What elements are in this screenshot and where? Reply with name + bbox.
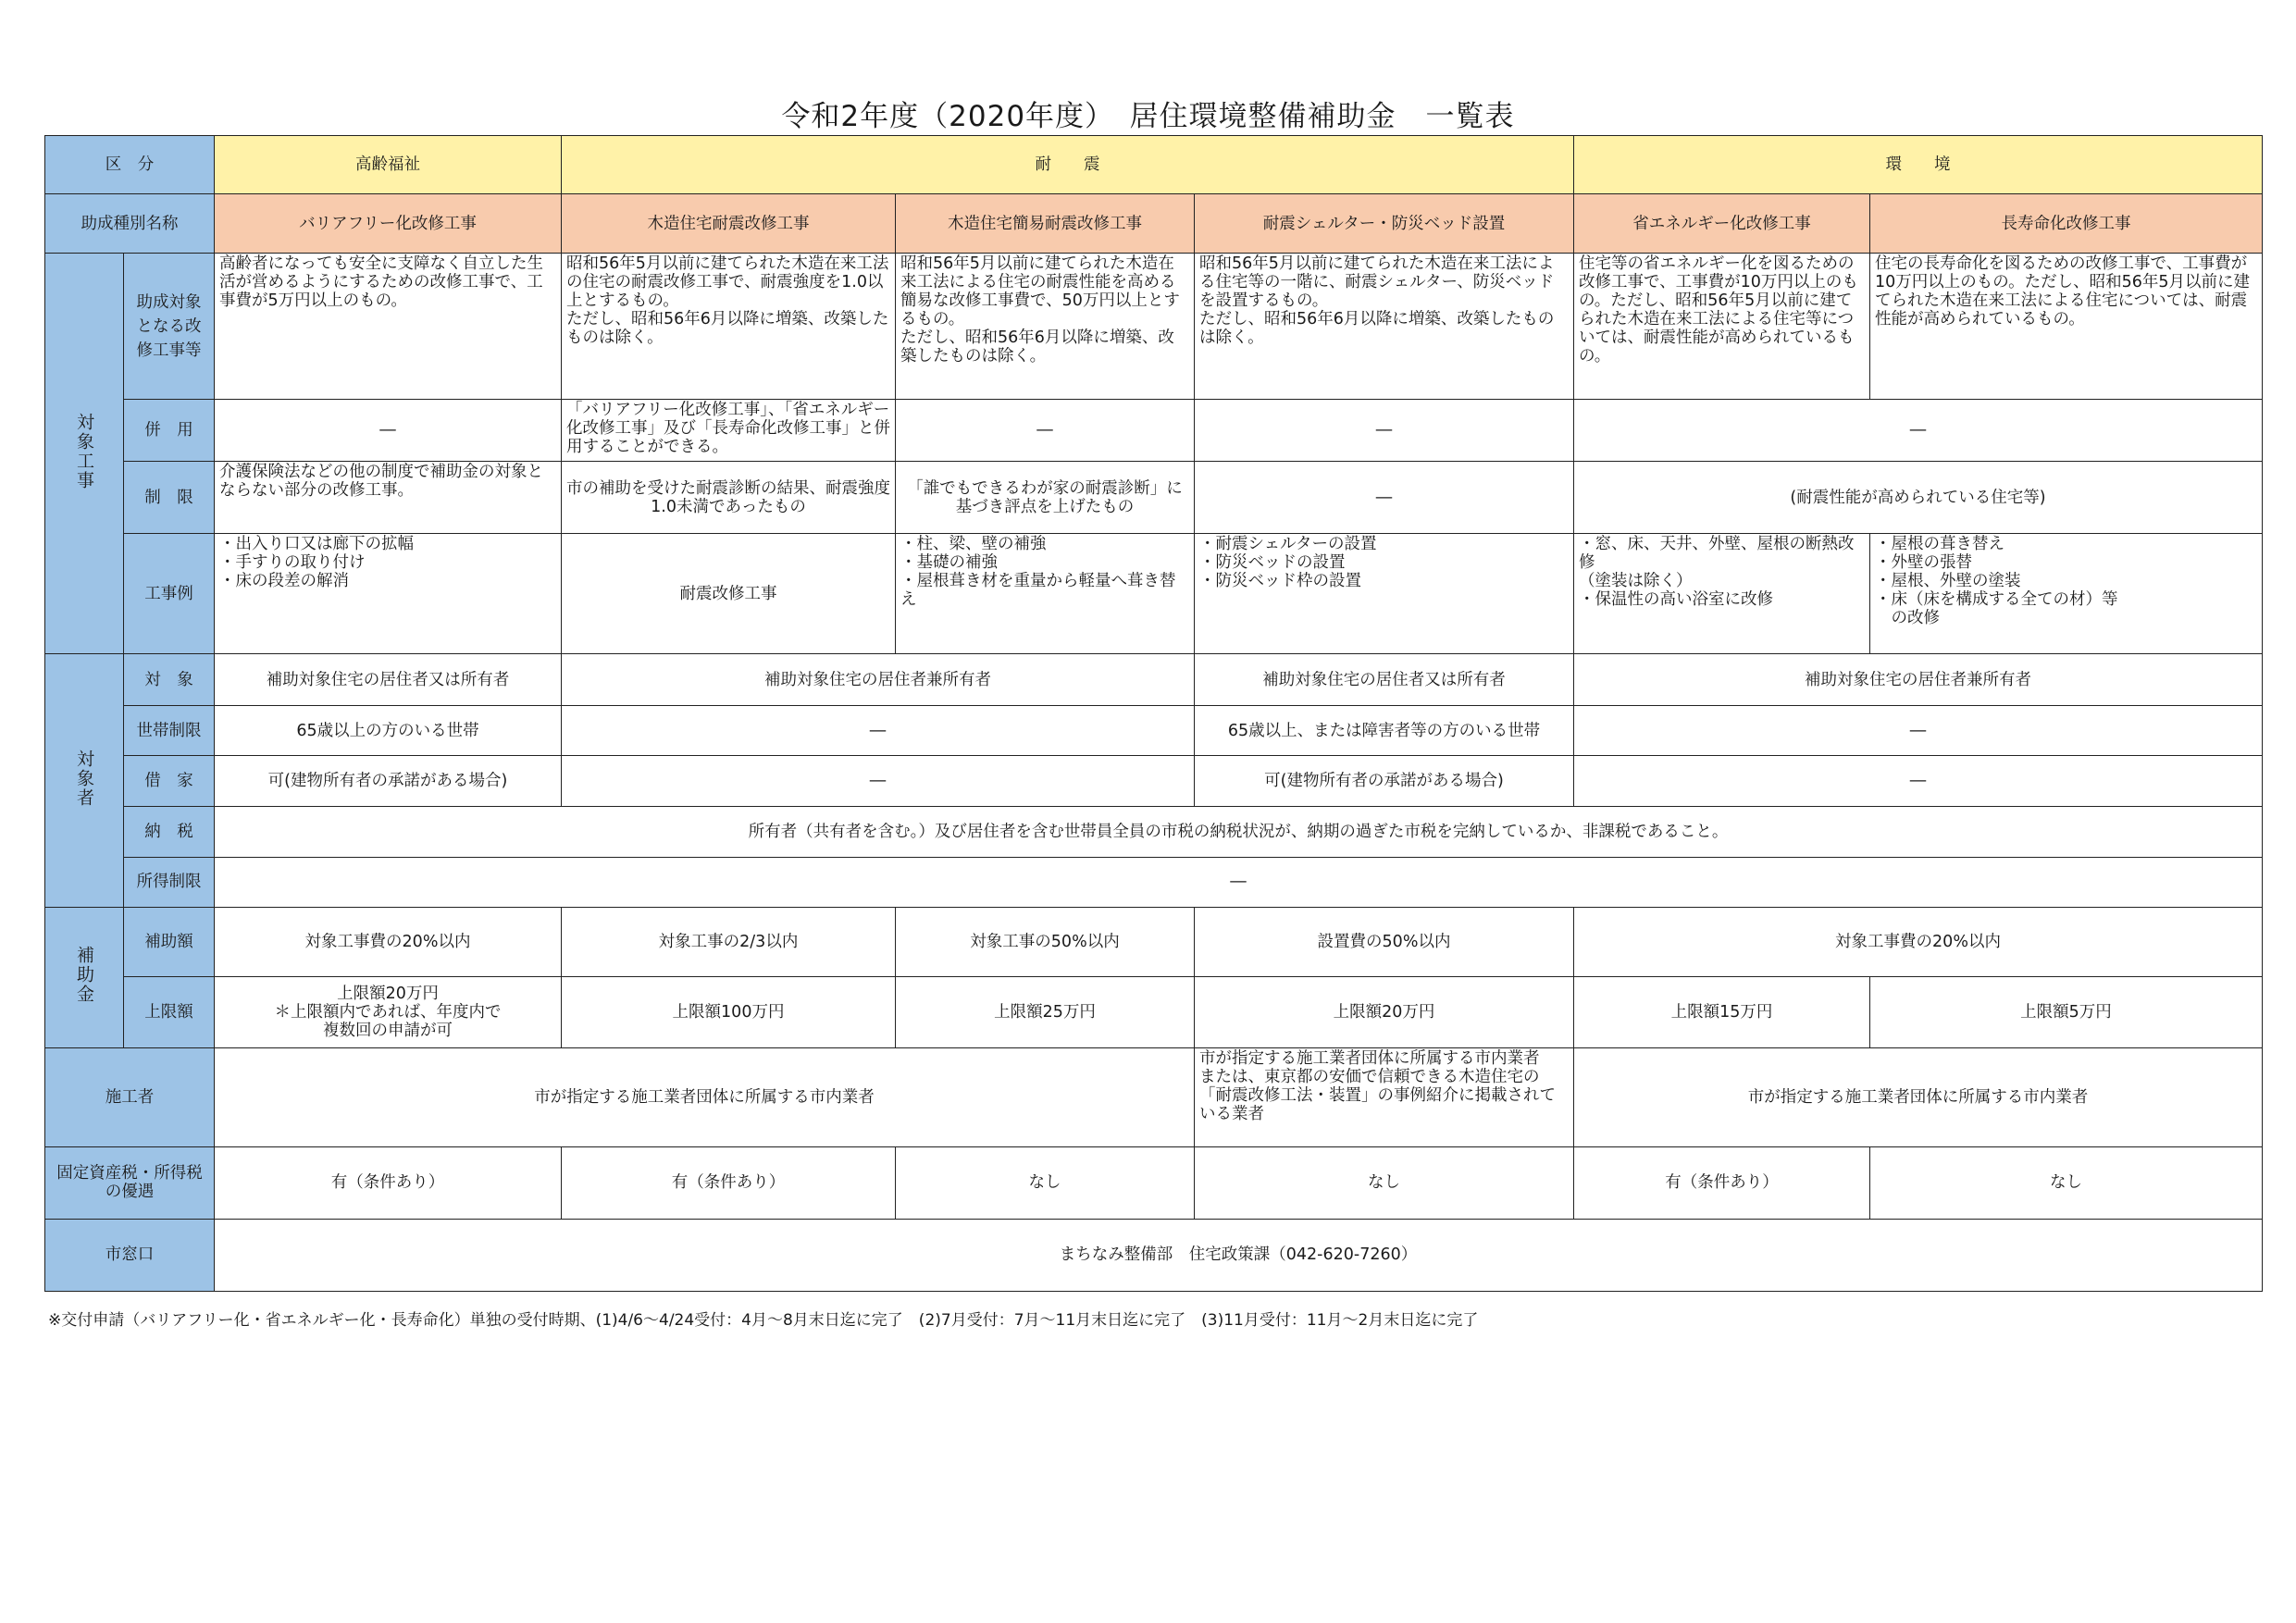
yugu-cell: なし [896, 1146, 1195, 1219]
setai-cell: ― [562, 706, 1195, 756]
seigen-label: 制 限 [124, 462, 215, 534]
yugu-cell: なし [1870, 1146, 2263, 1219]
page-title: 令和2年度（2020年度） 居住環境整備補助金 一覧表 [781, 100, 1515, 133]
hojogaku-cell: 対象工事費の20%以内 [215, 907, 562, 976]
taisho-cell: 補助対象住宅の居住者兼所有者 [562, 654, 1195, 706]
josei-cell: 昭和56年5月以前に建てられた木造在来工法による住宅の耐震性能を高める簡易な改修工事費で、50万円以上とするもの。 ただし、昭和56年6月以降に増築、改築したものは除く。 [896, 254, 1195, 400]
setai-cell: ― [1574, 706, 2263, 756]
sekosha-cell: 市が指定する施工業者団体に所属する市内業者 [215, 1047, 1195, 1146]
kubun-header: 区 分 [45, 136, 215, 194]
taisho-cell: 補助対象住宅の居住者又は所有者 [1195, 654, 1574, 706]
jogen-label: 上限額 [124, 976, 215, 1047]
hojogaku-cell: 対象工事費の20%以内 [1574, 907, 2263, 976]
shotoku-cell: ― [215, 857, 2263, 907]
taisho-label: 対 象 [124, 654, 215, 706]
kojirei-cell: ・屋根の葺き替え ・外壁の張替 ・屋根、外壁の塗装 ・床（床を構成する全ての材）等 の改修 [1870, 534, 2263, 654]
category-korei: 高齢福祉 [215, 136, 562, 194]
sekosha-label: 施工者 [45, 1047, 215, 1146]
hojogaku-cell: 対象工事の50%以内 [896, 907, 1195, 976]
jogen-cell: 上限額20万円 ＊上限額内であれば、年度内で複数回の申請が可 [215, 976, 562, 1047]
setai-cell: 65歳以上の方のいる世帯 [215, 706, 562, 756]
type-shelter: 耐震シェルター・防災ベッド設置 [1195, 194, 1574, 254]
subsidy-table [44, 135, 2263, 1292]
kojirei-cell: ・柱、梁、壁の補強 ・基礎の補強 ・屋根葺き材を重量から軽量へ葺き替え [896, 534, 1195, 654]
category-taishin: 耐 震 [562, 136, 1574, 194]
josei-cell: 高齢者になっても安全に支障なく自立した生活が営めるようにするための改修工事で、工事費が5万円以上のもの。 [215, 254, 562, 400]
nozei-label: 納 税 [124, 806, 215, 857]
section-hojokin: 補助金 [45, 907, 124, 1047]
jogen-cell: 上限額25万円 [896, 976, 1195, 1047]
setai-cell: 65歳以上、または障害者等の方のいる世帯 [1195, 706, 1574, 756]
shotoku-label: 所得制限 [124, 857, 215, 907]
josei-cell: 住宅等の省エネルギー化を図るための改修工事で、工事費が10万円以上のもの。ただし、昭和56年5月以前に建てられた木造在来工法による住宅等については、耐震性能が高められているもの。 [1574, 254, 1870, 400]
seigen-cell: 市の補助を受けた耐震診断の結果、耐震強度1.0未満であったもの [562, 462, 896, 534]
sekosha-cell: 市が指定する施工業者団体に所属する市内業者 [1574, 1047, 2263, 1146]
shubetsu-label: 助成種別名称 [45, 194, 215, 254]
madoguchi-cell: まちなみ整備部 住宅政策課（042-620-7260） [215, 1219, 2263, 1291]
seigen-cell: (耐震性能が高められている住宅等) [1574, 462, 2263, 534]
shakuya-cell: 可(建物所有者の承諾がある場合) [1195, 756, 1574, 806]
taisho-cell: 補助対象住宅の居住者又は所有者 [215, 654, 562, 706]
shakuya-cell: 可(建物所有者の承諾がある場合) [215, 756, 562, 806]
shakuya-cell: ― [1574, 756, 2263, 806]
section-taisho-koji: 対象工事 [45, 254, 124, 654]
type-barrier-free: バリアフリー化改修工事 [215, 194, 562, 254]
taisho-cell: 補助対象住宅の居住者兼所有者 [1574, 654, 2263, 706]
heiyo-cell: ― [1574, 400, 2263, 462]
heiyo-cell: ― [1195, 400, 1574, 462]
hojogaku-cell: 対象工事の2/3以内 [562, 907, 896, 976]
hojogaku-cell: 設置費の50%以内 [1195, 907, 1574, 976]
heiyo-cell: ― [896, 400, 1195, 462]
heiyo-cell: ― [215, 400, 562, 462]
shakuya-label: 借 家 [124, 756, 215, 806]
jogen-cell: 上限額5万円 [1870, 976, 2263, 1047]
jogen-cell: 上限額100万円 [562, 976, 896, 1047]
jogen-cell: 上限額20万円 [1195, 976, 1574, 1047]
heiyo-cell: 「バリアフリー化改修工事」、「省エネルギー化改修工事」及び「長寿命化改修工事」と併用することができる。 [562, 400, 896, 462]
type-chojumyo: 長寿命化改修工事 [1870, 194, 2263, 254]
yugu-label: 固定資産税・所得税の優遇 [45, 1146, 215, 1219]
footer-note: ※交付申請（バリアフリー化・省エネルギー化・長寿命化）単独の受付時期、(1)4/6～4/24受付：4月～8月末日迄に完了 (2)7月受付：7月～11月末日迄に完了 (3)11月受付：11月～2月末日迄に完了 [48, 1311, 1479, 1330]
type-taishin-kaishu: 木造住宅耐震改修工事 [562, 194, 896, 254]
kojirei-cell: ・出入り口又は廊下の拡幅 ・手すりの取り付け ・床の段差の解消 [215, 534, 562, 654]
hojogaku-label: 補助額 [124, 907, 215, 976]
sekosha-cell: 市が指定する施工業者団体に所属する市内業者 または、東京都の安価で信頼できる木造住宅の「耐震改修工法・装置」の事例紹介に掲載されている業者 [1195, 1047, 1574, 1146]
heiyo-label: 併 用 [124, 400, 215, 462]
kojirei-cell: ・窓、床、天井、外壁、屋根の断熱改修 （塗装は除く） ・保温性の高い浴室に改修 [1574, 534, 1870, 654]
seigen-cell: 介護保険法などの他の制度で補助金の対象とならない部分の改修工事。 [215, 462, 562, 534]
type-shoene: 省エネルギー化改修工事 [1574, 194, 1870, 254]
kojirei-cell: ・耐震シェルターの設置 ・防災ベッドの設置 ・防災ベッド枠の設置 [1195, 534, 1574, 654]
josei-label: 助成対象となる改修工事等 [124, 254, 215, 400]
kojirei-label: 工事例 [124, 534, 215, 654]
category-kankyo: 環 境 [1574, 136, 2263, 194]
setai-label: 世帯制限 [124, 706, 215, 756]
nozei-cell: 所有者（共有者を含む。）及び居住者を含む世帯員全員の市税の納税状況が、納期の過ぎた市税を完納しているか、非課税であること。 [215, 806, 2263, 857]
section-taishosha: 対象者 [45, 654, 124, 907]
type-kani-taishin: 木造住宅簡易耐震改修工事 [896, 194, 1195, 254]
seigen-cell: ― [1195, 462, 1574, 534]
josei-cell: 昭和56年5月以前に建てられた木造在来工法の住宅の耐震改修工事で、耐震強度を1.0以上とするもの。 ただし、昭和56年6月以降に増築、改築したものは除く。 [562, 254, 896, 400]
jogen-cell: 上限額15万円 [1574, 976, 1870, 1047]
josei-cell: 住宅の長寿命化を図るための改修工事で、工事費が10万円以上のもの。ただし、昭和56年5月以前に建てられた木造在来工法による住宅については、耐震性能が高められているもの。 [1870, 254, 2263, 400]
yugu-cell: 有（条件あり） [562, 1146, 896, 1219]
yugu-cell: 有（条件あり） [1574, 1146, 1870, 1219]
yugu-cell: 有（条件あり） [215, 1146, 562, 1219]
kojirei-cell: 耐震改修工事 [562, 534, 896, 654]
seigen-cell: 「誰でもできるわが家の耐震診断」に基づき評点を上げたもの [896, 462, 1195, 534]
madoguchi-label: 市窓口 [45, 1219, 215, 1291]
yugu-cell: なし [1195, 1146, 1574, 1219]
josei-cell: 昭和56年5月以前に建てられた木造在来工法による住宅等の一階に、耐震シェルター、防災ベッドを設置するもの。 ただし、昭和56年6月以降に増築、改築したものは除く。 [1195, 254, 1574, 400]
shakuya-cell: ― [562, 756, 1195, 806]
